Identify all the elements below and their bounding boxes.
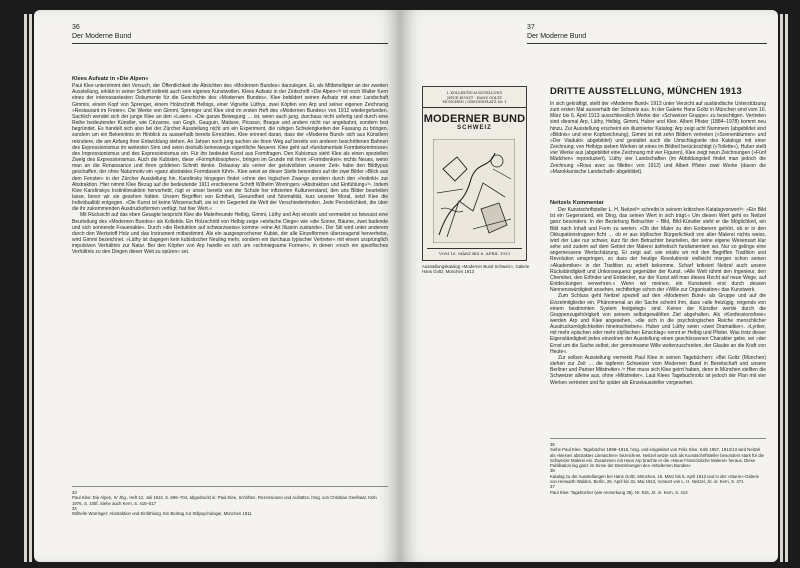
subsection-title: Neitzels Kommentar (550, 200, 604, 206)
running-head: Der Moderne Bund (527, 33, 587, 40)
page-number: 37 (527, 24, 535, 31)
figure-caption: Ausstellungskatalog »Moderner Bund Schweiz«, Galerie Hans Goltz, München 1913 (422, 264, 530, 275)
footnote-number: 37 (550, 484, 555, 490)
poster-title: MODERNER BUND (423, 112, 526, 125)
footnote-number: 35 (550, 442, 555, 447)
paragraph: In sich gekräftigt, stellt der »Moderne Bund« 1913 unter Verzicht auf ausländische Unterstützung zum ersten Mal ausserhalb der Schweiz aus. In der Galerie Hans Goltz in München sind vom 16. März bis 6. April 1913 ausschliesslich Werke der »Schweizer Gruppe« zu besichtigen. Vertreten sind diesmal Arp, Lüthy, Helbig, Gimmi, Huber und Klee. Albert Pfister (1884–1978) kommt neu hinzu. Zur Ausstellung erscheint ein illustrierter Katalog: Arp zeigt acht Nummern (abgebildet sind »Bildnis« und eine Kopfzeichnung), Gimmi ist mit zehn Bildern vertreten (»Sonnenblumen« und »Der Viadukt« abgebildet) und gestaltet auch die Umschlagseite des Katalogs mit einer Zeichnung; von Helbigs sieben Werken ist eines im Bildteil berücksichtigt (»Toilette«), Huber stellt vier Werke aus (abgebildet eine Zeichnung mit vier Figuren), Klee zeigt neun Zeichnungen (»Fünf Mädchen« reproduziert), Lüthy vier Landschaften (im Abbildungsteil findet man jedoch die Zeichnung »Rosa avec sa fillette« von 1912) und Albert Pfister zwei Werke (davon die »Marokkanische Landschaft« abgebildet). (550, 101, 766, 175)
poster-line: NEUE KUNST · HANS GOLTZ (447, 95, 502, 100)
paragraph: Mit Rücksicht auf das eben Gesagte bespricht Klee die Malerfreunde Helbig, Gimmi, Lüthy und Arp einzeln und vermeidet so bewusst eine Beurteilung des »Modernen Bundes« als Kollektiv. Ein Holzschnitt von Helbig zeige »einfache Dinge« wie »die Sonne, Bäume, zwei badende und sich sonnende Frauenakte«. Durch »die Reduktion auf schwarzweiss« komme »eine Art Illusion zustande«. Der Stil wird unter anderem durch den Werkstoff Holz und das Instrument mitbestimmt. Als ein ausgesprochener Kubist, der alle Einzelformen überzeugend herverhebe, wird Gimmi bezeichnet. »Lüthy ist dagegen kein kubistischer Neuling mehr, sondern ein durchaus typischer Vertreter« mit einem ursprünglich impulsiven Verhältnis zur Natur. Bei den Köpfen von Arp handle es sich um »schmiegsame Formen«, in denen »noch ein spezifisches Verhältnis zu den Dingen dieser Welt zu spüren« sei. (72, 212, 388, 256)
page-edge (785, 14, 788, 562)
page-edge (780, 14, 783, 562)
catalog-cover-image (422, 86, 527, 261)
right-intro (550, 101, 766, 175)
paragraph: Zum Schluss geht Neitzel speziell auf den »Modernen Bund« als Gruppe und auf die Einzelmitglieder ein. Phänomenal an der Sache scheint ihm, dass »alle freizügig, nirgends von einem bestimmten System festgelegt« sind. Keiner der Künstler werde durch die Gruppenzugehörigkeit von seinem selbstgewählten Ziel abgehalten. Als »Konfessionsfreie« werden Arp und Klee angesehen, »die sich in die psychologischen Reiche menschlicher Ausdrucksmöglichkeiten hineinschieben«. Huber und Lüthy seien »zwei Dramatiker«. »Lyriker, mit mehr epischen oder mehr idyllischen Einschlag« nennt er Helbig und Pfister. Was trotz dieser Eigenständigkeit jedes einzelnen der Ausstellung einen geschlossenen Charakter gebe, sei »der Ernst um die Sache selbst, der gemeinsame Wille weiterzuschreiten, der Glaube an die Kraft von Heute«. (550, 293, 766, 355)
section-title: DRITTE AUSSTELLUNG, MÜNCHEN 1913 (550, 86, 742, 97)
left-body (72, 76, 388, 256)
poster-date: VOM 16. MÄRZ BIS 6. APRIL 1913 (427, 248, 522, 256)
running-head: Der Moderne Bund (72, 33, 132, 40)
poster-line: MÜNCHEN / ODEONSPLATZ Nr. 1 (442, 100, 507, 105)
header-rule (527, 43, 767, 44)
footnote-text: Siehe Paul Klee, Tagebücher 1898–1918, hrsg. und eingeleitet von Felix Klee, Köln 1957, 1912/13 wird Neitzel als »kleines abstraktes Literatchen« bezeichnet. Neitzel setzte sich als Kunstschriftsteller besonders stark für die Schweizer Malerei ein. Zusammen mit Hans Arp brachte er die »Neue Französische Malerei« heraus. Diese Publikation lag ganz im Sinne der Bestrebungen des »Modernen Bundes« (550, 447, 764, 469)
footnote-rule (72, 486, 388, 487)
poster-subtitle: SCHWEIZ (457, 124, 492, 131)
footnote-text: Wilhelm Worringer: Abstraktion und Einfühlung. Ein Beitrag zur Stilpsychologie, München 1911 (72, 511, 252, 517)
paragraph: Der Kunstschriftsteller L. H. Neitzel³⁵ schreibt in seinem kritischen Katalogvorwort³⁶: »Ein Bild ist ein Gegenstand, ein Ding, das seinen Wert in sich trägt.« Um diesen Wert geht es Neitzel ganz besonders. In der Beziehung Betrachter – Bild, Bild-Künstler sieht er die Möglichkeit, ein Bild nach Inhalt und Form zu werten. »Ob der Maler zu den Eroberern gehört, ob er in den Okkupationstruppen ficht … ob er aus idyllischer Bürgerlichkeit von alter Malerei nichts weiss, wird der Laie nur schwer, kurz für den Betrachter beurteilen, der seine eigene Wesensart klar sehe und zudem auf dem Gebiet der Malerei ästhetisch fundamentiert sei. Nur so gelinge eine angemessene Wertschätzung. Er zeigt auf, wie relativ wir mit den Begriffen Tradition und Revolution umspringen, so dass der heutige Revolutionär vielleicht morgen schon seinen »Akademiker« in der Tradition zu ertieft bekomme. Scharf kritisiert Neitzel auch unsere Rückständigkeit und Unkonsequenz gegenüber der Kunst. »Alle Welt rühmt den Ingenieur, den Chemiker, den Erfinder und Entdecker, nur der Kunst will man dieses Recht auf neue Wege, auf Entdeckungen verwehren.« Wenn wir meinen, ein Kunstwerk erst durch dessen Nennenswürdigkeit ansehen, rechtfertige schon der »Wille zur Organisation« das Kunstwerk. (550, 207, 766, 294)
paragraph: Zur selben Ausstellung vermerkt Paul Klee in seinen Tagebüchern: »Bei Goltz (München) stehen zur Zeit … die tapferen Schweizer vom Modernen Bund in Bereitschaft und unsere Berliner und Pariser Mitstreiter«.³⁷ Hier muss sich Klee geirrt haben, denn in München stellten die Schweizer alleine aus, ohne »Mitstreiter«. Laut Klees Tagebuchnotiz ist jedoch der Plan mit vier Werken vertreten und für später als Einzelaussteller vorgesehen. (550, 354, 766, 386)
footnote-number: 36 (550, 468, 555, 474)
left-page (34, 10, 400, 562)
footnote-text: Katalog zu der Ausstellungen bei Hans Goltz, München, 16. März bis 6. April 1913 und in der »Sturm«-Galerie von Herwarth Walden, Berlin, 26. April bis 31. Mai 1913, Vorwort von L. H. Neitzel, zit. in: Kern, S. 471 (550, 473, 759, 485)
poster-header (423, 87, 526, 108)
footnote-number: 34 (72, 505, 77, 511)
section-title: Klees Aufsatz in »Die Alpen« (72, 76, 149, 82)
right-body (550, 200, 766, 386)
footnote-rule (550, 438, 766, 439)
page-number: 36 (72, 24, 80, 31)
footnote-text: Paul Klee: Tagebücher (wie Anmerkung 35), Nr. 915, zit. in: Kern, S. 413 (550, 489, 688, 495)
right-footnotes (550, 442, 766, 495)
left-footnotes (72, 490, 388, 516)
header-rule (72, 43, 388, 44)
right-page (400, 10, 778, 562)
page-edge (24, 14, 27, 562)
footnote-number: 33 (72, 490, 77, 495)
paragraph: Paul Klee unternimmt den Versuch, der Öffentlichkeit die Absichten des »Modernen Bundes« darzulegen. Er, als Mitbeteiligter an der zweiten Ausstellung, erklärt in seiner Schrift indirekt auch sein eigenes Kunstwollen. Klees Aufsatz in der Zeitschrift »Die Alpen«³³ ist noch Walter Kern eines der interessantesten Dokumente für die Geschichte des »Modernen Bundes«. Klee bebildert seinen Aufsatz mit einer Landschaft Gimmis, einem Kopf von Sprenger, einem Holzschnitt Helbigs, einer Vignette Lüthys, zwei Köpfen von Arp und seiner eigenen Zeichnung »Restaurant im Freien«. Die Werke von Gimmi, Sprenger und Klee sind im ersten Heft des »Modernen Bundes« von 1912 wiedergefunden. Sachlich wendet sich der junge Klee an den »Laien«. »Die ganze Bewegung … ist, wenn auch jung, durchaus nicht unfertig und durch eine Reihe bedeutender Künstler, wie Cézanne, van Gogh, Gauguin, Matisse, Picasso, Braque und andere nicht nur angebahnt, sondern fest begründet. Es handelt sich also bei der Zürcher Ausstellung nicht um ein Experiment, die ruhigen Schwierigkeiten der Fassung zu bringen, sondern um ein Bekenntnis im Hinblick zu ausserhalb bereits Erreichtes. Klee erinnert daran, dass der »Moderne Bund« sich aus Künstlern rekrutiere, die am Anfang ihrer Entwicklung stehen. An Jahren noch jung suchen sie ihren Weg auf bereits von anderen beschrittenen Bahnen des Expressionismus im weitesten Sinn und seien deshalb keineswegs eigentliche Neuerer. Klee geht auf »fundamentale Formbekenntnisse« des Impressionismus und des Expressionismus ein. Für ihn bedeutet Kunst aus Formfragen. Den Kubismus sieht Klee als einen speziellen Zweig des Expressionismus. Auch die Kubisten, diese »Formphilosophen«, bringen im Grunde mit ihren »Formdenken« nichts Neues, wenn man an die Renaissance und ihren goldenen Schnitt denke. Delaunay als »einer der geistvollsten unserer Zeit« habe den Bildtypus geschaffen, der ohne Naturmotiv ein »ganz abstraktes Formdasein führt«. Klee weist an dieser Stelle besonders auf die zwei Bilder »Blick aus dem Fenster« in der Zürcher Ausstellung hin. Kandinsky hingegen findet »ohne den logischen Zwang« sondern durch den »Instinkt« zur Abstraktion. Hier nimmt Klee Bezug auf die bedeutende 1911 erschienene Schrift Wilhelm Worringers »Abstraktion und Einfühlung«³⁴. Indem Klee Kandinskys Instinktreaktion hervorhebt, rügt er unser bereits von der Schule her infizierten Kulturverstand, den uns Bilder beurteilen lasse, bevor wir sie gesehen hätten. Unsern Begriffen von Echtheit, Gesundheit und Normalität, kurz unserer Moral, setzt Klee die Individualität entgegen. »Die Kunst ist keine Wissenschaft, sie ist im Gegenteil die Welt der Verschiedenheiten. Jede Persönlichkeit, die über die ihr zukommenden Ausdrucksformen verfügt, hat hier Wert.« (72, 83, 388, 213)
footnote-text: Paul Klee: Die Alpen, IV Jhg., Heft 12, Juli 1912, S. 696–704, abgedruckt in: Paul Klee, Schriften, Rezensionen und Aufsätze, hrsg. von Christian Geelhaar, Köln 1976, S. 105f. Siehe auch Kern, S. 415–517 (72, 495, 377, 506)
poster-artwork-illustration (433, 139, 515, 243)
page-edge (29, 14, 32, 562)
poster-line: I. KOLLEKTIV-AUSSTELLUNG (446, 91, 503, 95)
